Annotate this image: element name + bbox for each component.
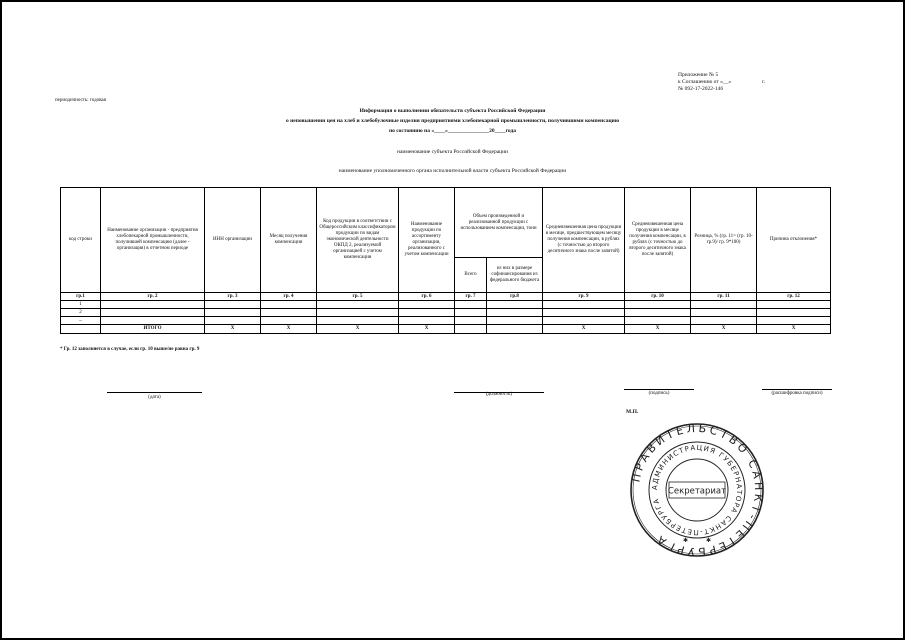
seal-star-icon: ✱ (683, 537, 689, 544)
header-price-during: Средневзвешенная цена продукции в месяце получения компенсации, в рублях (с точностью до второго десятичного знака после запятой) (625, 188, 691, 293)
seal-ring-text: ПРАВИТЕЛЬСТВО САНКТ-ПЕТЕРБУРГА (629, 421, 766, 559)
row-code: ... (61, 317, 101, 325)
total-label: ИТОГО (101, 325, 205, 334)
total-mark: X (317, 325, 399, 334)
row-code: 2 (61, 309, 101, 317)
document-title: Информация о выполнении обязательств субъекта Российской Федерации (359, 108, 546, 114)
total-mark: X (625, 325, 691, 334)
column-number: гр. 10 (625, 293, 691, 301)
seal-star-icon: ✱ (706, 537, 712, 544)
total-mark: X (691, 325, 757, 334)
periodicity: периодичность: годовая (55, 98, 106, 103)
header-row-code: код строки (61, 188, 101, 293)
column-number: гр. 7 (455, 293, 487, 301)
header-product-name: Наименование продукции по ассортименту организации, реализованного с учетом компенсации (399, 188, 455, 293)
total-mark: X (543, 325, 625, 334)
header-product-code: Код продукции в соответствии с Общероссийским классификатором продукции по видам экономической деятельности ОКПД 2, реализуемой организацией с учетом компенсации (317, 188, 399, 293)
authority-label: наименование уполномоченного органа исполнительной власти субъекта Российской Федерации (338, 168, 567, 174)
column-number: гр. 3 (205, 293, 261, 301)
position-label: (должность) (485, 392, 513, 397)
column-number: гр. 2 (101, 293, 205, 301)
column-number: гр. 9 (543, 293, 625, 301)
region-label: наименование субъекта Российской Федерации (397, 149, 508, 155)
appendix-year-suffix: г. (762, 79, 766, 85)
name-label: (расшифровка подписи) (771, 391, 823, 396)
total-mark: X (205, 325, 261, 334)
seal-center-text: Секретариат (667, 486, 727, 497)
seal-inner-text: АДМИНИСТРАЦИЯ ГУБЕРНАТОРА САНКТ-ПЕТЕРБУРГА (650, 443, 744, 537)
table-row (61, 317, 831, 325)
appendix-number: Приложение № 5 (678, 72, 719, 78)
table-row (61, 301, 831, 309)
appendix-agreement-number: № 092-17-2022-146 (678, 86, 724, 92)
column-number: гр. 12 (757, 293, 831, 301)
appendix-agreement: к Соглашению от «__» (678, 79, 732, 85)
document-subtitle: о неповышении цен на хлеб и хлебобулочные изделия предприятиями хлебопекарной промышленности, получившими компенсацию (285, 118, 620, 124)
report-table (60, 187, 831, 334)
total-mark: X (399, 325, 455, 334)
seal-place-label: М.П. (626, 409, 639, 415)
report-date-line: по состоянию на «____»_______________20____года (388, 128, 517, 134)
column-number: гр. 11 (691, 293, 757, 301)
name-line (762, 389, 832, 390)
header-month: Месяц получения компенсации (261, 188, 317, 293)
date-line (107, 392, 202, 393)
row-code: 1 (61, 301, 101, 309)
column-number: гр. 6 (399, 293, 455, 301)
header-inn: ИНН организации (205, 188, 261, 293)
footnote: * Гр. 12 заполняется в случае, если гр. 10 выше/не равна гр. 9 (60, 347, 200, 352)
column-number: гр.1 (61, 293, 101, 301)
header-deviation-reason: Причина отклонения* (757, 188, 831, 293)
signature-label: (подпись) (648, 391, 670, 396)
total-row (61, 325, 831, 334)
total-mark: X (261, 325, 317, 334)
column-numbers-row (61, 293, 831, 301)
header-organization: Наименование организации - предприятия хлебопекарной промышленности, получившей компенсацию (далее - организация) в отчетном периоде (101, 188, 205, 293)
table-row (61, 309, 831, 317)
date-label: (дата) (148, 395, 161, 400)
header-volume-federal: из них в размере софинансирования из федерального бюджета (487, 258, 543, 293)
column-number: гр. 4 (261, 293, 317, 301)
header-price-before: Средневзвешенная цена продукции в месяце, предшествующем месяцу получения компенсации, в рублях (с точностью до второго десятичного знака после запятой) (543, 188, 625, 293)
signature-line (624, 389, 694, 390)
total-mark: X (757, 325, 831, 334)
appendix-block (678, 72, 731, 93)
column-number: гр.8 (487, 293, 543, 301)
header-difference: Розница, % (гр. 11= (гр. 10-гр.9)/ гр. 9*100) (691, 188, 757, 293)
official-seal (627, 420, 767, 560)
header-volume-group: Объем произведенной и реализованной продукции с использованием компенсации, тонн (455, 188, 543, 258)
header-volume-total: Всего (455, 258, 487, 293)
column-number: гр. 5 (317, 293, 399, 301)
